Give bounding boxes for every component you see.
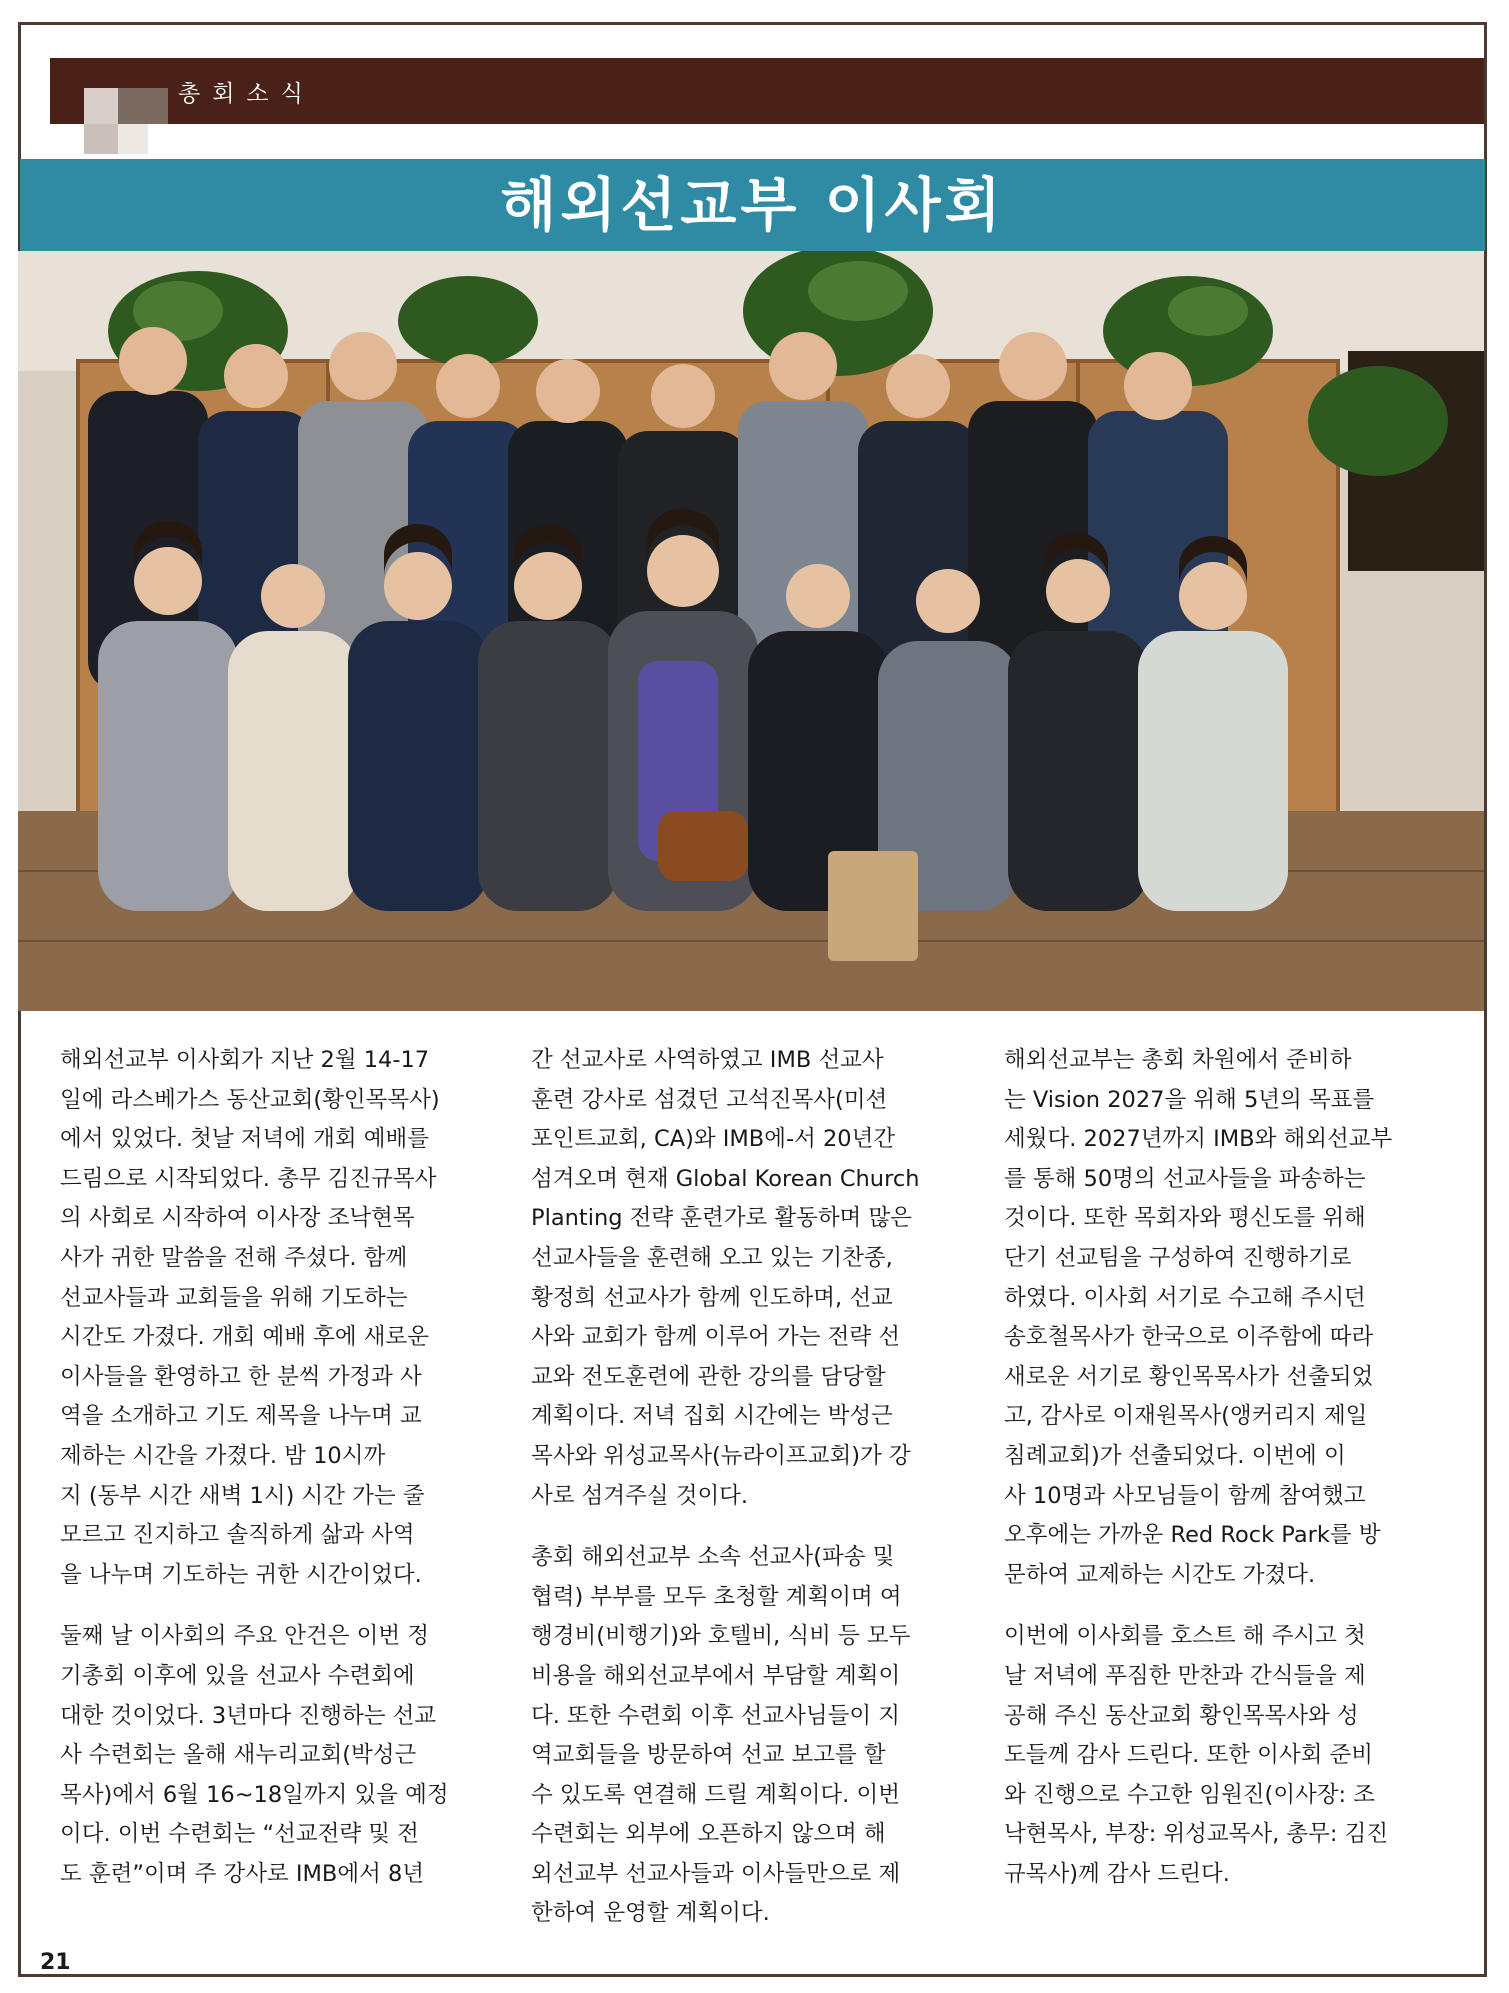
decorative-square	[118, 124, 148, 154]
group-photo	[18, 251, 1484, 1011]
article-paragraph: 총회 해외선교부 소속 선교사(파송 및 협력) 부부를 모두 초청할 계획이며 여 행경비(비행기)와 호텔비, 식비 등 모두 비용을 해외선교부에서 부담할 계획이 다. 또한 수련회 이후 선교사님들이 지 역교회들을 방문하여 선교 보고를 할 수 있도록 연결해 드릴 계획이다. 이번 수련회는 외부에 오픈하지 않으며 해 외선교부 선교사들과 이사들만으로 제 한하여 운영할 계획이다.	[531, 1544, 911, 1927]
decorative-square	[84, 124, 118, 154]
article-paragraph: 해외선교부 이사회가 지난 2월 14-17 일에 라스베가스 동산교회(황인목목사) 에서 있었다. 첫날 저녁에 개회 예배를 드림으로 시작되었다. 총무 김진규목사 의 사회로 시작하여 이사장 조낙현목 사가 귀한 말씀을 전해 주셨다. 함께 선교사들과 교회들을 위해 기도하는 시간도 가졌다. 개회 예배 후에 새로운 이사들을 환영하고 한 분씩 가정과 사 역을 소개하고 기도 제목을 나누며 교 제하는 시간을 가졌다. 밤 10시까 지 (동부 시간 새벽 1시) 시간 가는 줄 모르고 진지하고 솔직하게 삶과 사역 을 나누며 기도하는 귀한 시간이었다.	[60, 1047, 440, 1588]
article-column-1	[60, 1041, 496, 1916]
article-paragraph: 둘째 날 이사회의 주요 안건은 이번 정 기총회 이후에 있을 선교사 수련회에 대한 것이었다. 3년마다 진행하는 선교 사 수련회는 올해 새누리교회(박성근 목사)에서 6월 16~18일까지 있을 예정 이다. 이번 수련회는 “선교전략 및 전 도 훈련”이며 주 강사로 IMB에서 8년	[60, 1623, 449, 1887]
decorative-square	[118, 88, 168, 124]
decorative-square	[84, 88, 118, 124]
article-column-3	[1004, 1041, 1444, 1916]
article-paragraph: 이번에 이사회를 호스트 해 주시고 첫 날 저녁에 푸짐한 만찬과 간식들을 제 공해 주신 동산교회 황인목목사와 성 도들께 감사 드린다. 또한 이사회 준비 와 진행으로 수고한 임원진(이사장: 조 낙현목사, 부장: 위성교목사, 총무: 김진 규목사)께 감사 드린다.	[1004, 1623, 1389, 1887]
section-label: 총회소식	[178, 81, 315, 107]
article-column-2	[531, 1041, 967, 1956]
page-number: 21	[40, 1950, 71, 1975]
group-photo-illustration	[18, 251, 1484, 1011]
article-paragraph: 해외선교부는 총회 차원에서 준비하 는 Vision 2027을 위해 5년의 목표를 세웠다. 2027년까지 IMB와 해외선교부 를 통해 50명의 선교사들을 파송하는 것이다. 또한 목회자와 평신도를 위해 단기 선교팀을 구성하여 진행하기로 하였다. 이사회 서기로 수고해 주시던 송호철목사가 한국으로 이주함에 따라 새로운 서기로 황인목목사가 선출되었 고, 감사로 이재원목사(앵커리지 제일 침례교회)가 선출되었다. 이번에 이 사 10명과 사모님들이 함께 참여했고 오후에는 가까운 Red Rock Park를 방 문하여 교제하는 시간도 가졌다.	[1004, 1047, 1393, 1588]
page-title: 해외선교부 이사회	[500, 171, 1005, 239]
article-paragraph: 간 선교사로 사역하였고 IMB 선교사 훈련 강사로 섬겼던 고석진목사(미션 포인트교회, CA)와 IMB에-서 20년간 섬겨오며 현재 Global Korean Church Planting 전략 훈련가로 활동하며 많은 선교사들을 훈련해 오고 있는 기찬종, 황정희 선교사가 함께 인도하며, 선교 사와 교회가 함께 이루어 가는 전략 선 교와 전도훈련에 관한 강의를 담당할 계획이다. 저녁 집회 시간에는 박성근 목사와 위성교목사(뉴라이프교회)가 강 사로 섬겨주실 것이다.	[531, 1047, 920, 1509]
